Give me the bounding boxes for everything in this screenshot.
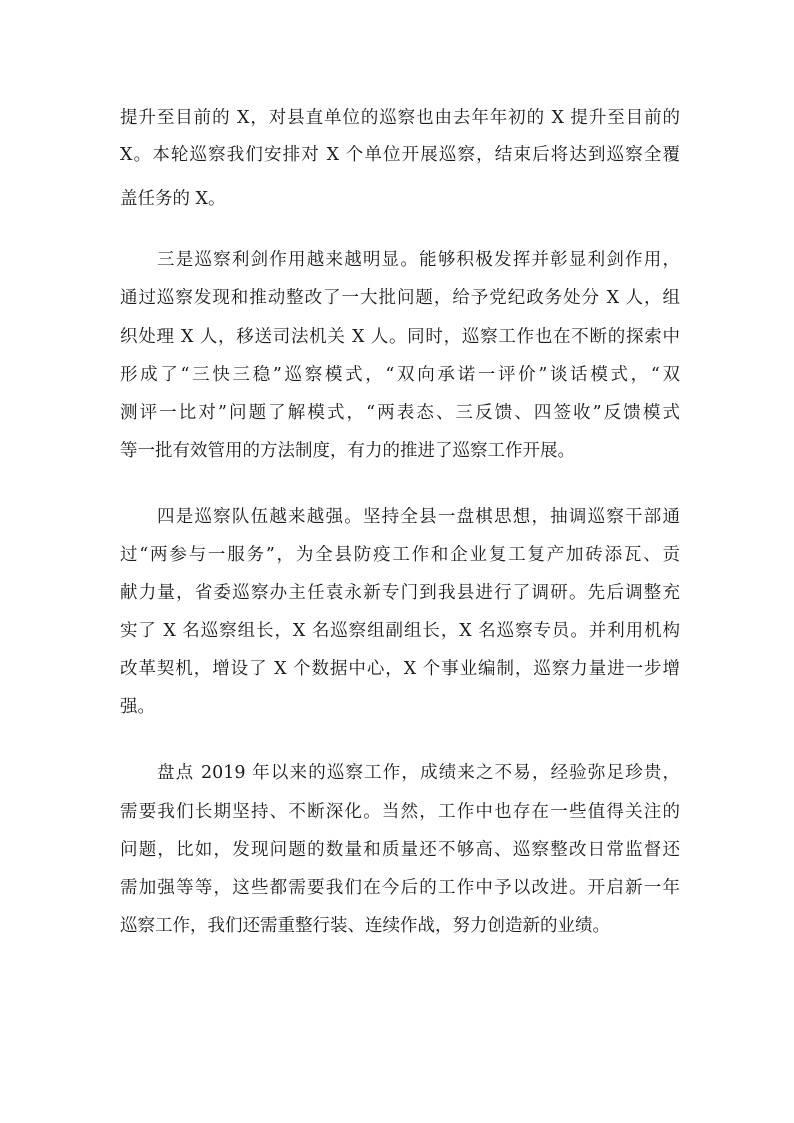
paragraph-line: 测评一比对”问题了解模式，“两表态、三反馈、四签收”反馈模式	[120, 403, 680, 423]
paragraph-line: 巡察工作，我们还需重整行装、连续作战，努力创造新的业绩。	[120, 916, 610, 936]
paragraph-line: X。本轮巡察我们安排对 X 个单位开展巡察，结束后将达到巡察全覆	[120, 145, 680, 165]
paragraph-line: 提升至目前的 X，对县直单位的巡察也由去年年初的 X 提升至目前的	[120, 108, 680, 128]
paragraph-line: 形成了“三快三稳”巡察模式，“双向承诺一评价”谈话模式，“双	[120, 365, 680, 385]
paragraph-line: 盘点 2019 年以来的巡察工作，成绩来之不易，经验弥足珍贵，	[157, 763, 680, 783]
paragraph-line: 问题，比如，发现问题的数量和质量还不够高、巡察整改日常监督还	[120, 840, 680, 860]
paragraph-line: 三是巡察利剑作用越来越明显。能够积极发挥并彰显利剑作用，	[157, 250, 680, 270]
paragraph-line: 通过巡察发现和推动整改了一大批问题，给予党纪政务处分 X 人，组	[120, 288, 680, 308]
paragraph-line: 盖任务的 X。	[120, 189, 226, 209]
paragraph-line: 织处理 X 人，移送司法机关 X 人。同时，巡察工作也在不断的探索中	[120, 327, 680, 347]
paragraph-line: 需要我们长期坚持、不断深化。当然，工作中也存在一些值得关注的	[120, 802, 680, 822]
paragraph-line: 强。	[120, 697, 155, 717]
paragraph-line: 需加强等等，这些都需要我们在今后的工作中予以改进。开启新一年	[120, 878, 680, 898]
paragraph-line: 过“两参与一服务”，为全县防疫工作和企业复工复产加砖添瓦、贡	[120, 545, 680, 565]
paragraph-line: 实了 X 名巡察组长，X 名巡察组副组长，X 名巡察专员。并利用机构	[120, 621, 680, 641]
paragraph-line: 四是巡察队伍越来越强。坚持全县一盘棋思想，抽调巡察干部通	[157, 507, 680, 527]
paragraph-line: 改革契机，增设了 X 个数据中心，X 个事业编制，巡察力量进一步增	[120, 659, 680, 679]
paragraph-line: 等一批有效管用的方法制度，有力的推进了巡察工作开展。	[120, 441, 575, 461]
paragraph-line: 献力量，省委巡察办主任袁永新专门到我县进行了调研。先后调整充	[120, 583, 680, 603]
